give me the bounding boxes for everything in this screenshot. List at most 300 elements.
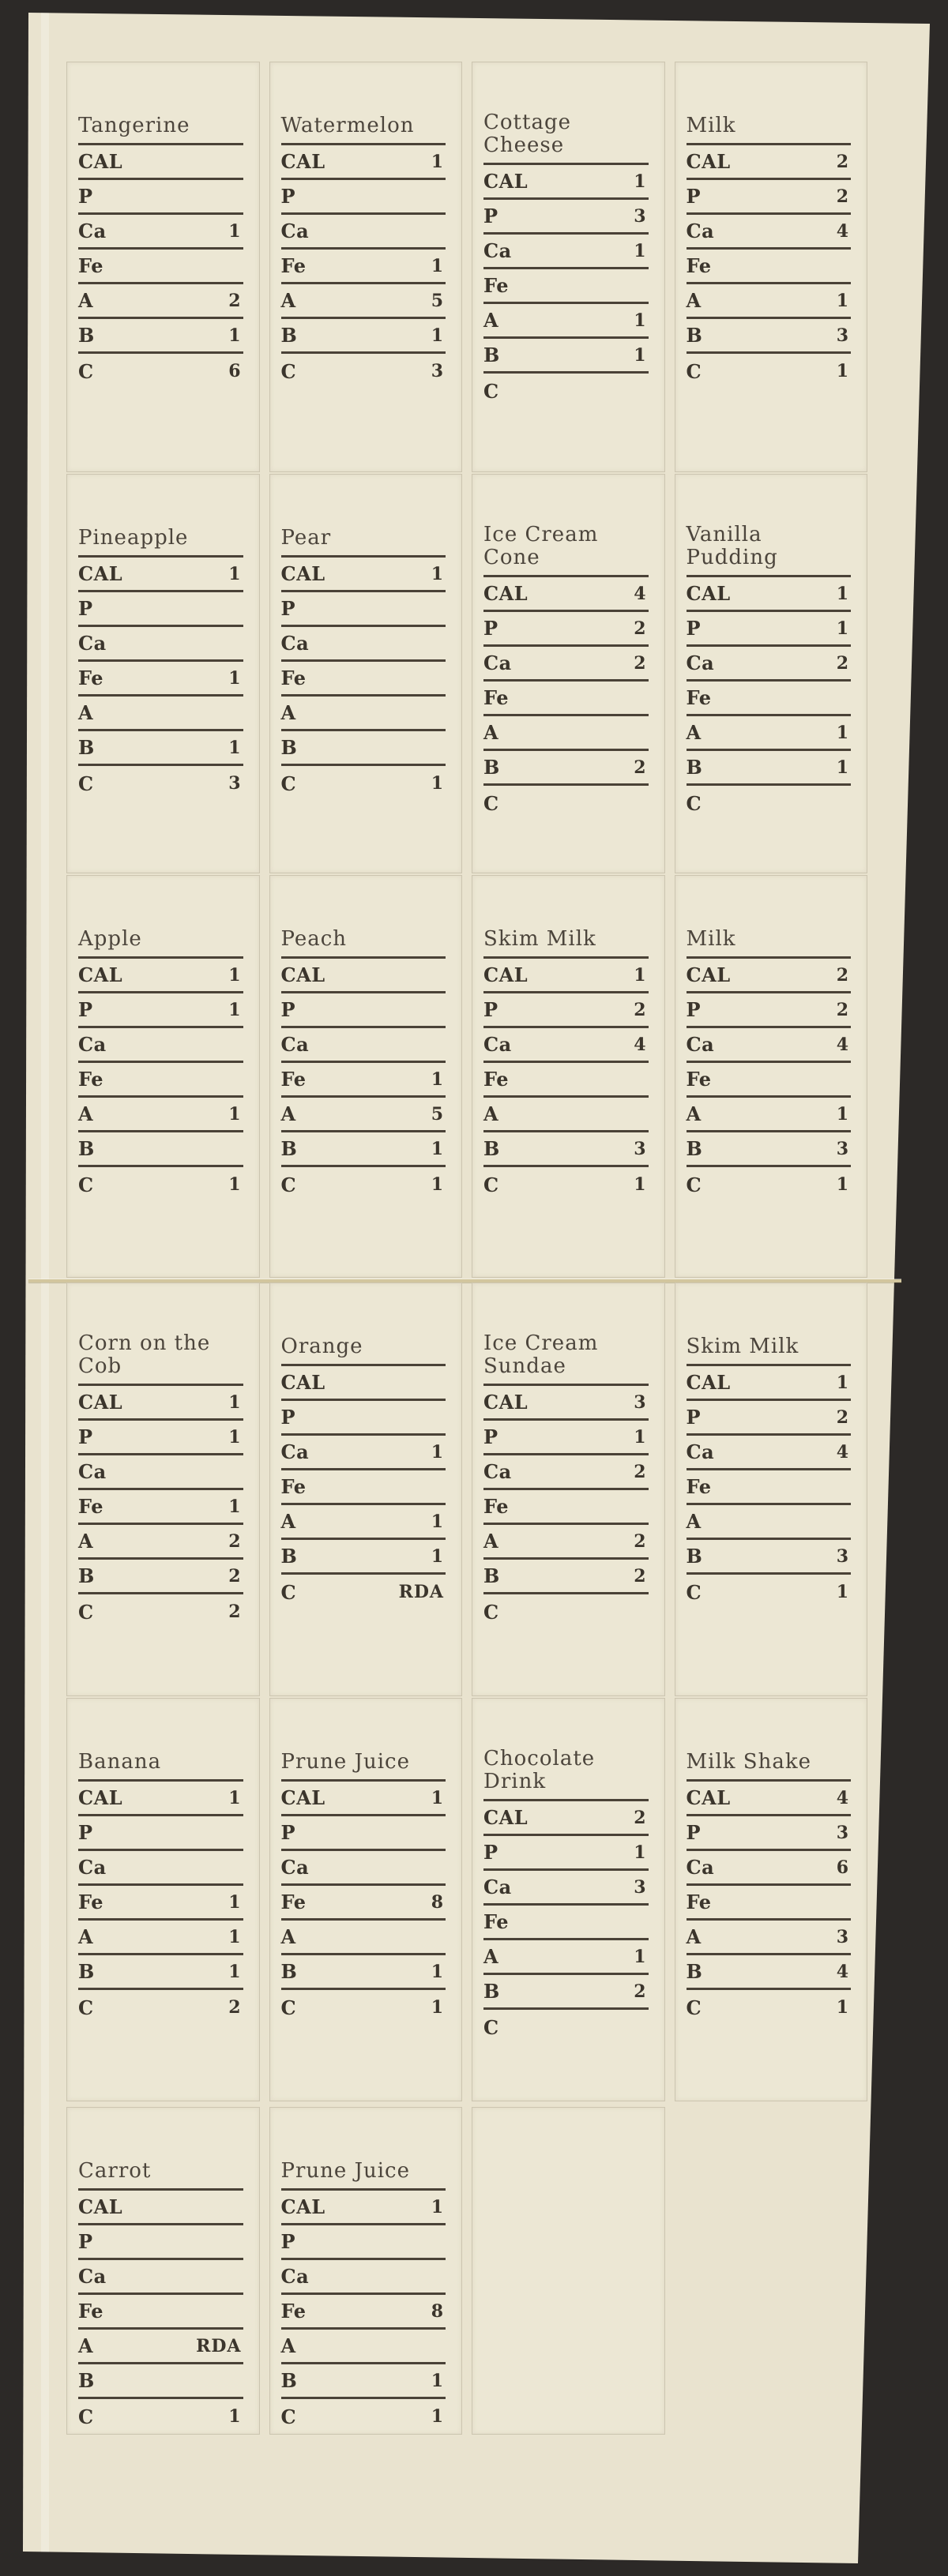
nutrient-label: C bbox=[686, 1996, 702, 2019]
nutrient-row bbox=[78, 2260, 243, 2295]
nutrient-row bbox=[78, 215, 243, 250]
nutrient-value: 1 bbox=[836, 618, 849, 639]
nutrient-value: 1 bbox=[836, 722, 849, 743]
nutrient-row bbox=[281, 1063, 446, 1098]
nutrient-label: Fe bbox=[78, 1891, 103, 1913]
nutrient-row bbox=[483, 1098, 649, 1132]
card-title: Peach bbox=[281, 925, 446, 959]
nutrient-value: 1 bbox=[228, 1174, 242, 1195]
nutrient-value: RDA bbox=[196, 2335, 242, 2356]
nutrient-label: Ca bbox=[280, 632, 310, 655]
card-rows bbox=[483, 959, 649, 1202]
nutrient-value: 1 bbox=[836, 583, 849, 604]
blank-card bbox=[472, 2107, 665, 2435]
card-row-strip bbox=[66, 62, 867, 472]
nutrient-label: CAL bbox=[280, 1786, 325, 1809]
nutrient-row bbox=[281, 558, 446, 592]
nutrient-row bbox=[687, 284, 852, 319]
nutrient-label: A bbox=[280, 1510, 296, 1533]
card-rows bbox=[281, 959, 446, 1202]
card-rows bbox=[78, 959, 243, 1202]
nutrient-label: Ca bbox=[483, 1460, 512, 1484]
nutrient-row bbox=[281, 1575, 446, 1609]
nutrient-value: 1 bbox=[431, 773, 444, 794]
nutrient-label: CAL bbox=[78, 2195, 123, 2218]
nutrient-label: C bbox=[78, 1600, 94, 1624]
nutrient-row bbox=[78, 1132, 243, 1167]
nutrient-value: 4 bbox=[634, 1034, 647, 1055]
card bbox=[269, 62, 463, 472]
nutrient-label: P bbox=[280, 1406, 296, 1429]
nutrient-value: 1 bbox=[431, 1441, 444, 1463]
nutrient-label: Fe bbox=[483, 1910, 509, 1934]
nutrient-row bbox=[281, 1401, 446, 1436]
nutrient-value: 3 bbox=[634, 1876, 647, 1898]
card bbox=[269, 2107, 463, 2435]
nutrient-row bbox=[281, 354, 446, 389]
nutrient-label: P bbox=[78, 1821, 93, 1844]
card-title: Ice Cream Sundae bbox=[483, 1332, 649, 1386]
nutrient-label: P bbox=[78, 597, 93, 620]
nutrient-row bbox=[78, 2295, 243, 2330]
nutrient-row bbox=[687, 250, 852, 284]
card-title: Tangerine bbox=[78, 111, 243, 145]
nutrient-label: P bbox=[483, 1841, 498, 1864]
card-rows bbox=[78, 1386, 243, 1629]
nutrient-label: B bbox=[280, 2369, 298, 2392]
nutrient-label: Fe bbox=[280, 1068, 307, 1091]
nutrient-row bbox=[687, 1098, 852, 1132]
nutrient-value: 2 bbox=[634, 652, 647, 674]
nutrient-row bbox=[281, 2225, 446, 2260]
nutrient-label: B bbox=[483, 1564, 500, 1588]
nutrient-row bbox=[78, 1525, 243, 1560]
nutrient-label: A bbox=[483, 1102, 499, 1125]
nutrient-label: C bbox=[78, 359, 94, 383]
card-title: Pineapple bbox=[78, 524, 243, 558]
nutrient-value: 1 bbox=[836, 1103, 849, 1125]
nutrient-label: Fe bbox=[280, 254, 307, 277]
nutrient-value: 8 bbox=[431, 2300, 444, 2322]
card-rows bbox=[78, 145, 243, 389]
nutrient-value: 1 bbox=[431, 2406, 444, 2427]
nutrient-row bbox=[78, 1028, 243, 1063]
nutrient-label: P bbox=[78, 2230, 93, 2253]
nutrient-label: Ca bbox=[78, 1033, 107, 1056]
nutrient-value: 2 bbox=[836, 186, 849, 207]
nutrient-row bbox=[281, 1132, 446, 1167]
nutrient-label: Fe bbox=[483, 1068, 509, 1091]
card-rows bbox=[687, 145, 852, 389]
nutrient-label: C bbox=[686, 1173, 702, 1196]
nutrient-label: C bbox=[686, 359, 702, 383]
card-title: Pear bbox=[281, 524, 446, 558]
nutrient-label: P bbox=[483, 998, 498, 1021]
nutrient-label: Ca bbox=[483, 652, 512, 675]
card bbox=[269, 1698, 463, 2101]
nutrient-label: C bbox=[686, 791, 702, 815]
nutrient-label: B bbox=[686, 756, 703, 779]
nutrient-row bbox=[281, 1098, 446, 1132]
nutrient-value: 1 bbox=[431, 1545, 444, 1567]
nutrient-row bbox=[687, 1436, 852, 1470]
nutrient-value: 3 bbox=[836, 1138, 849, 1159]
nutrient-row bbox=[281, 766, 446, 801]
nutrient-value: 1 bbox=[634, 1426, 647, 1448]
card bbox=[66, 474, 260, 873]
nutrient-value: 1 bbox=[228, 1891, 242, 1913]
nutrient-value: RDA bbox=[398, 1582, 444, 1602]
nutrient-label: P bbox=[483, 205, 498, 228]
nutrient-label: B bbox=[78, 324, 95, 347]
nutrient-value: 3 bbox=[634, 1391, 647, 1413]
nutrient-value: 1 bbox=[228, 1426, 242, 1448]
nutrient-label: P bbox=[686, 998, 702, 1021]
nutrient-label: C bbox=[78, 1996, 94, 2019]
nutrient-label: C bbox=[280, 1580, 297, 1604]
nutrient-value: 1 bbox=[836, 1372, 849, 1393]
nutrient-label: CAL bbox=[686, 150, 731, 173]
nutrient-value: 2 bbox=[634, 757, 647, 778]
nutrient-value: 1 bbox=[431, 1511, 444, 1532]
nutrient-row bbox=[78, 1955, 243, 1990]
nutrient-row bbox=[483, 165, 649, 200]
nutrient-label: CAL bbox=[78, 1786, 123, 1809]
nutrient-label: P bbox=[78, 185, 93, 208]
card-title: Prune Juice bbox=[281, 1748, 446, 1782]
nutrient-row bbox=[78, 766, 243, 801]
nutrient-row bbox=[281, 1990, 446, 2025]
nutrient-row bbox=[281, 215, 446, 250]
nutrient-row bbox=[78, 319, 243, 354]
nutrient-row bbox=[483, 1490, 649, 1525]
card-title: Chocolate Drink bbox=[483, 1748, 649, 1801]
card-title: Ice Cream Cone bbox=[483, 524, 649, 577]
card-rows bbox=[281, 145, 446, 389]
nutrient-value: 1 bbox=[836, 290, 849, 311]
nutrient-label: CAL bbox=[78, 1391, 123, 1414]
nutrient-row bbox=[483, 1167, 649, 1202]
nutrient-label: Ca bbox=[686, 1440, 715, 1463]
nutrient-row bbox=[687, 716, 852, 751]
nutrient-value: 1 bbox=[228, 325, 242, 346]
nutrient-label: B bbox=[483, 1980, 500, 2003]
nutrient-value: 1 bbox=[431, 1787, 444, 1808]
nutrient-label: C bbox=[280, 2405, 297, 2428]
nutrient-value: 4 bbox=[634, 583, 647, 604]
nutrient-row bbox=[281, 2191, 446, 2225]
nutrient-label: Fe bbox=[483, 1495, 509, 1519]
nutrient-value: 1 bbox=[228, 563, 242, 584]
nutrient-row bbox=[78, 250, 243, 284]
nutrient-row bbox=[483, 647, 649, 682]
nutrient-label: Fe bbox=[78, 254, 103, 277]
nutrient-value: 1 bbox=[634, 310, 647, 331]
nutrient-value: 1 bbox=[228, 1391, 242, 1413]
nutrient-row bbox=[78, 2191, 243, 2225]
nutrient-label: B bbox=[78, 1137, 95, 1160]
nutrient-row bbox=[687, 1955, 852, 1990]
nutrient-row bbox=[281, 319, 446, 354]
nutrient-label: C bbox=[280, 1996, 297, 2019]
nutrient-label: Fe bbox=[686, 1475, 712, 1498]
nutrient-row bbox=[78, 1063, 243, 1098]
nutrient-label: P bbox=[483, 1425, 498, 1449]
nutrient-value: 1 bbox=[228, 1496, 242, 1517]
nutrient-row bbox=[281, 1167, 446, 1202]
card-rows bbox=[483, 1801, 649, 2045]
nutrient-label: CAL bbox=[686, 1371, 731, 1394]
nutrient-row bbox=[281, 1505, 446, 1540]
nutrient-label: B bbox=[483, 756, 500, 779]
nutrient-label: P bbox=[686, 185, 702, 208]
nutrient-row bbox=[687, 1167, 852, 1202]
nutrient-label: P bbox=[78, 1425, 93, 1449]
card bbox=[675, 62, 868, 472]
nutrient-row bbox=[281, 993, 446, 1028]
nutrient-row bbox=[687, 1505, 852, 1540]
nutrient-row bbox=[687, 577, 852, 612]
nutrient-value: 1 bbox=[228, 220, 242, 242]
card-rows bbox=[281, 1782, 446, 2025]
nutrient-label: CAL bbox=[483, 170, 529, 193]
card-title: Carrot bbox=[78, 2157, 243, 2191]
nutrient-label: B bbox=[78, 2369, 95, 2392]
nutrient-row bbox=[281, 959, 446, 993]
nutrient-label: Ca bbox=[78, 632, 107, 655]
nutrient-label: Fe bbox=[78, 1495, 103, 1519]
nutrient-label: Ca bbox=[686, 1033, 715, 1056]
nutrient-row bbox=[483, 235, 649, 269]
nutrient-row bbox=[78, 1386, 243, 1421]
nutrient-row bbox=[687, 1540, 852, 1575]
nutrient-value: 1 bbox=[836, 1582, 849, 1602]
nutrient-row bbox=[483, 269, 649, 304]
nutrient-row bbox=[78, 354, 243, 389]
card bbox=[675, 875, 868, 1278]
nutrient-value: 1 bbox=[431, 2370, 444, 2391]
nutrient-row bbox=[687, 145, 852, 180]
nutrient-row bbox=[78, 731, 243, 766]
nutrient-value: 1 bbox=[431, 1138, 444, 1159]
nutrient-row bbox=[281, 2260, 446, 2295]
nutrient-label: Ca bbox=[483, 1033, 512, 1056]
nutrient-value: 1 bbox=[228, 2406, 242, 2427]
nutrient-row bbox=[483, 1975, 649, 2010]
nutrient-value: 2 bbox=[634, 1530, 647, 1552]
nutrient-label: Ca bbox=[78, 1460, 107, 1484]
nutrient-row bbox=[483, 577, 649, 612]
nutrient-label: P bbox=[280, 597, 296, 620]
nutrient-label: Fe bbox=[483, 274, 509, 298]
card-rows bbox=[281, 1366, 446, 1609]
nutrient-label: A bbox=[78, 1925, 94, 1948]
nutrient-value: 3 bbox=[836, 325, 849, 346]
nutrient-row bbox=[281, 1816, 446, 1851]
nutrient-value: 1 bbox=[228, 1961, 242, 1982]
nutrient-label: Fe bbox=[280, 1891, 307, 1913]
nutrient-label: Ca bbox=[280, 1856, 310, 1879]
nutrient-label: C bbox=[280, 1173, 297, 1196]
nutrient-value: 1 bbox=[228, 1103, 242, 1125]
card-title: Milk bbox=[687, 925, 852, 959]
nutrient-value: 3 bbox=[836, 1545, 849, 1567]
nutrient-value: 3 bbox=[634, 205, 647, 227]
card-rows bbox=[483, 577, 649, 820]
nutrient-label: C bbox=[483, 1173, 499, 1196]
nutrient-row bbox=[483, 751, 649, 786]
nutrient-value: 1 bbox=[836, 1997, 849, 2018]
nutrient-label: P bbox=[686, 617, 702, 640]
card-rows bbox=[483, 165, 649, 408]
nutrient-value: 3 bbox=[228, 773, 242, 794]
card-row-strip bbox=[66, 474, 867, 873]
nutrient-row bbox=[78, 697, 243, 731]
nutrient-row bbox=[78, 1782, 243, 1816]
nutrient-value: 5 bbox=[431, 1103, 444, 1125]
nutrient-row bbox=[281, 662, 446, 697]
nutrient-label: C bbox=[78, 2405, 94, 2428]
nutrient-label: A bbox=[686, 1102, 702, 1125]
nutrient-value: 2 bbox=[836, 964, 849, 986]
nutrient-value: 8 bbox=[431, 1891, 444, 1913]
nutrient-row bbox=[687, 786, 852, 820]
nutrient-row bbox=[78, 1594, 243, 1629]
nutrient-label: B bbox=[280, 1545, 298, 1568]
nutrient-label: A bbox=[483, 1945, 499, 1969]
card-rows bbox=[483, 1386, 649, 1629]
card-title: Skim Milk bbox=[687, 1332, 852, 1366]
nutrient-label: B bbox=[483, 1137, 500, 1160]
nutrient-label: B bbox=[78, 1564, 95, 1588]
nutrient-value: 4 bbox=[836, 1961, 849, 1982]
nutrient-row bbox=[78, 1851, 243, 1886]
nutrient-row bbox=[281, 1886, 446, 1921]
nutrient-value: 1 bbox=[836, 1174, 849, 1195]
nutrient-value: 1 bbox=[228, 999, 242, 1020]
nutrient-label: A bbox=[280, 1102, 296, 1125]
card bbox=[675, 1698, 868, 2101]
card bbox=[269, 474, 463, 873]
nutrient-row bbox=[687, 1401, 852, 1436]
nutrient-row bbox=[687, 647, 852, 682]
nutrient-label: A bbox=[78, 289, 94, 312]
nutrient-label: Ca bbox=[686, 220, 715, 242]
nutrient-row bbox=[281, 1436, 446, 1470]
nutrient-row bbox=[483, 1906, 649, 1940]
card bbox=[269, 1282, 463, 1696]
card-title: Milk bbox=[687, 111, 852, 145]
nutrient-value: 3 bbox=[634, 1138, 647, 1159]
nutrient-label: Ca bbox=[686, 652, 715, 675]
nutrient-label: Ca bbox=[483, 1876, 512, 1899]
card bbox=[66, 1282, 260, 1696]
nutrient-row bbox=[78, 2364, 243, 2399]
nutrient-row bbox=[687, 612, 852, 647]
nutrient-row bbox=[78, 558, 243, 592]
nutrient-row bbox=[483, 716, 649, 751]
nutrient-label: B bbox=[686, 1545, 703, 1568]
nutrient-label: CAL bbox=[78, 963, 123, 986]
nutrient-label: P bbox=[686, 1406, 702, 1429]
nutrient-label: B bbox=[686, 324, 703, 347]
card bbox=[675, 474, 868, 873]
nutrient-value: 2 bbox=[634, 618, 647, 639]
nutrient-value: 2 bbox=[836, 999, 849, 1020]
card bbox=[66, 62, 260, 472]
nutrient-row bbox=[281, 1955, 446, 1990]
nutrient-row bbox=[687, 180, 852, 215]
card-title: Corn on the Cob bbox=[78, 1332, 243, 1386]
card-rows bbox=[78, 2191, 243, 2434]
nutrient-row bbox=[687, 959, 852, 993]
nutrient-value: 2 bbox=[228, 1530, 242, 1552]
nutrient-label: C bbox=[483, 1600, 499, 1624]
nutrient-label: C bbox=[483, 379, 499, 403]
nutrient-row bbox=[78, 145, 243, 180]
nutrient-value: 1 bbox=[634, 964, 647, 986]
nutrient-value: 2 bbox=[634, 1807, 647, 1828]
nutrient-label: P bbox=[483, 617, 498, 640]
nutrient-label: Fe bbox=[78, 2300, 103, 2323]
nutrient-row bbox=[687, 1132, 852, 1167]
nutrient-label: B bbox=[280, 324, 298, 347]
nutrient-row bbox=[281, 731, 446, 766]
nutrient-value: 1 bbox=[431, 325, 444, 346]
nutrient-label: Ca bbox=[280, 2265, 310, 2288]
nutrient-label: Fe bbox=[78, 667, 103, 689]
card bbox=[472, 1698, 665, 2101]
card-rows bbox=[687, 577, 852, 820]
nutrient-row bbox=[281, 180, 446, 215]
nutrient-label: CAL bbox=[78, 150, 123, 173]
nutrient-label: B bbox=[280, 1960, 298, 1983]
nutrient-value: 1 bbox=[228, 1926, 242, 1947]
nutrient-row bbox=[483, 1940, 649, 1975]
nutrient-row bbox=[687, 215, 852, 250]
nutrient-row bbox=[78, 1455, 243, 1490]
nutrient-row bbox=[483, 993, 649, 1028]
nutrient-row bbox=[281, 697, 446, 731]
card bbox=[472, 474, 665, 873]
nutrient-row bbox=[281, 1540, 446, 1575]
nutrient-label: Fe bbox=[280, 1475, 307, 1498]
card-rows bbox=[78, 1782, 243, 2025]
nutrient-row bbox=[78, 662, 243, 697]
nutrient-label: Fe bbox=[686, 254, 712, 277]
nutrient-value: 4 bbox=[836, 220, 849, 242]
nutrient-value: 1 bbox=[431, 1068, 444, 1090]
card bbox=[269, 875, 463, 1278]
nutrient-label: P bbox=[280, 185, 296, 208]
nutrient-row bbox=[483, 1525, 649, 1560]
card-title: Apple bbox=[78, 925, 243, 959]
nutrient-value: 1 bbox=[228, 964, 242, 986]
nutrient-row bbox=[687, 1782, 852, 1816]
nutrient-value: 6 bbox=[228, 361, 242, 381]
nutrient-value: 4 bbox=[836, 1787, 849, 1808]
nutrient-label: CAL bbox=[280, 1371, 325, 1394]
nutrient-row bbox=[483, 1421, 649, 1455]
nutrient-row bbox=[483, 786, 649, 820]
nutrient-value: 3 bbox=[431, 361, 444, 381]
nutrient-row bbox=[281, 284, 446, 319]
card-title: Orange bbox=[281, 1332, 446, 1366]
nutrient-value: 2 bbox=[228, 290, 242, 311]
nutrient-row bbox=[483, 1594, 649, 1629]
nutrient-row bbox=[281, 592, 446, 627]
nutrient-value: 1 bbox=[431, 1961, 444, 1982]
